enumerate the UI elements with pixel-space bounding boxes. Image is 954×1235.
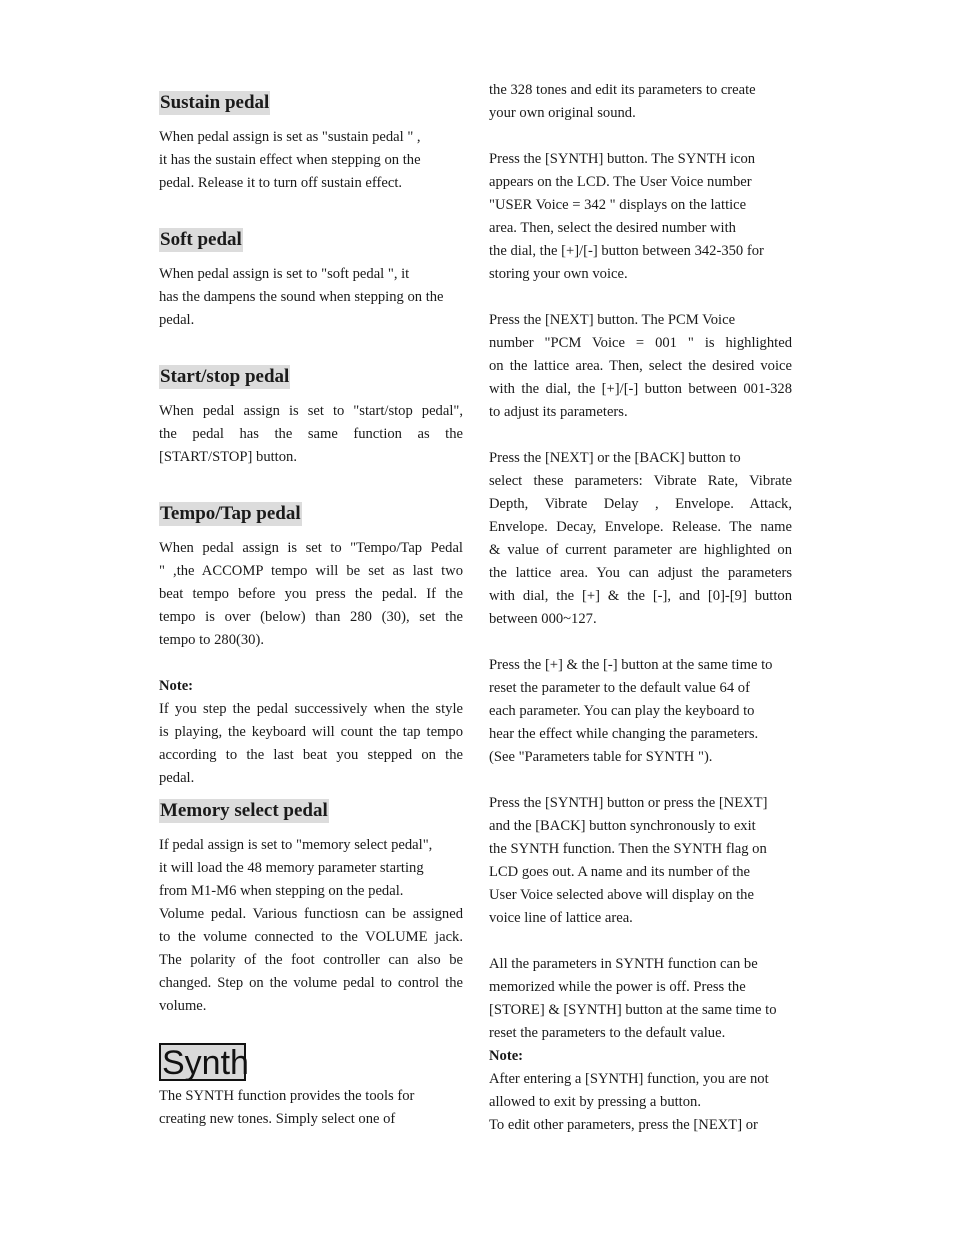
text-line: the pedal has the same function as the (159, 426, 463, 442)
blank-line (489, 424, 792, 447)
text-line: is playing, the keyboard will count the tap tempo (159, 724, 463, 740)
memory-select-pedal-text (159, 834, 463, 1018)
text-line: Envelope. Decay, Envelope. Release. The name (489, 519, 792, 535)
text-line: All the parameters in SYNTH function can be (489, 956, 758, 972)
text-line: the dial, the [+]/[-] button between 342-350 for (489, 243, 764, 259)
text-line: beat tempo before you press the pedal. If the (159, 586, 463, 602)
text-line: to the volume connected to the VOLUME jack. (159, 929, 463, 945)
text-line: When pedal assign is set to "soft pedal ", it (159, 266, 410, 282)
blank-line (489, 631, 792, 654)
text-line: the lattice area. You can adjust the parameters (489, 565, 792, 581)
blank-line (159, 652, 463, 675)
text-line: changed. Step on the volume pedal to control the (159, 975, 463, 991)
text-line: on the lattice area. Then, select the desired voice (489, 358, 792, 374)
text-line: select these parameters: Vibrate Rate, Vibrate (489, 473, 792, 489)
text-line: " ,the ACCOMP tempo will be set as last two (159, 563, 463, 579)
text-line: When pedal assign is set as "sustain pedal " , (159, 129, 421, 145)
text-line: User Voice selected above will display on the (489, 887, 754, 903)
text-line: Press the [NEXT] button. The PCM Voice (489, 312, 736, 328)
blank-line (489, 125, 792, 148)
text-line: number "PCM Voice = 001 " is highlighted (489, 335, 792, 351)
text-line: Press the [SYNTH] button. The SYNTH icon (489, 151, 756, 167)
text-line: from M1-M6 when stepping on the pedal. (159, 883, 404, 899)
text-line: reset the parameters to the default value. (489, 1025, 726, 1041)
text-line: storing your own voice. (489, 266, 628, 282)
synth-intro-text (159, 1085, 463, 1131)
blank-line (489, 930, 792, 953)
text-line: [STORE] & [SYNTH] button at the same time to (489, 1002, 777, 1018)
text-line: If pedal assign is set to "memory select pedal", (159, 837, 433, 853)
sustain-pedal-heading: Sustain pedal (160, 92, 270, 113)
note-label: Note: (159, 678, 194, 694)
text-line: Volume pedal. Various functiosn can be assigned (159, 906, 463, 922)
text-line: reset the parameter to the default value 64 of (489, 680, 750, 696)
text-line: (See "Parameters table for SYNTH "). (489, 749, 713, 765)
text-line: has the dampens the sound when stepping on the (159, 289, 444, 305)
text-line: and the [BACK] button synchronously to exit (489, 818, 756, 834)
text-line: memorized while the power is off. Press the (489, 979, 746, 995)
text-line: appears on the LCD. The User Voice number (489, 174, 752, 190)
text-line: & value of current parameter are highlighted on (489, 542, 792, 558)
soft-pedal-heading: Soft pedal (160, 229, 242, 250)
text-line: pedal. (159, 770, 195, 786)
text-line: area. Then, select the desired number with (489, 220, 736, 236)
text-line: voice line of lattice area. (489, 910, 633, 926)
blank-line (489, 286, 792, 309)
text-line: with dial, the [+] & the [-], and [0]-[9] button (489, 588, 792, 604)
text-line: hear the effect while changing the parameters. (489, 726, 759, 742)
note-label: Note: (489, 1048, 524, 1064)
text-line: your own original sound. (489, 105, 636, 121)
tempo-tap-pedal-text (159, 537, 463, 790)
text-line: it will load the 48 memory parameter starting (159, 860, 424, 876)
text-line: with the dial, the [+]/[-] button between 001-328 (489, 381, 792, 397)
text-line: When pedal assign is set to "Tempo/Tap Pedal (159, 540, 463, 556)
synth-body-text (489, 79, 792, 1137)
text-line: After entering a [SYNTH] function, you are not (489, 1071, 769, 1087)
text-line: When pedal assign is set to "start/stop pedal", (159, 403, 463, 419)
text-line: Depth, Vibrate Delay , Envelope. Attack, (489, 496, 792, 512)
text-line: tempo to 280(30). (159, 632, 264, 648)
sustain-pedal-text (159, 126, 463, 195)
text-line: "USER Voice = 342 " displays on the lattice (489, 197, 747, 213)
text-line: [START/STOP] button. (159, 449, 297, 465)
text-line: volume. (159, 998, 207, 1014)
text-line: If you step the pedal successively when the style (159, 701, 463, 717)
text-line: pedal. Release it to turn off sustain effect. (159, 175, 403, 191)
text-line: to adjust its parameters. (489, 404, 628, 420)
text-line: according to the last beat you stepped on the (159, 747, 463, 763)
start-stop-pedal-text (159, 400, 463, 469)
text-line: LCD goes out. A name and its number of the (489, 864, 751, 880)
memory-select-pedal-heading: Memory select pedal (160, 800, 328, 821)
text-line: the 328 tones and edit its parameters to create (489, 82, 756, 98)
text-line: Press the [+] & the [-] button at the same time to (489, 657, 773, 673)
soft-pedal-text (159, 263, 463, 332)
tempo-tap-pedal-heading: Tempo/Tap pedal (160, 503, 301, 524)
text-line: between 000~127. (489, 611, 597, 627)
text-line: The polarity of the foot controller can also be (159, 952, 463, 968)
text-line: tempo is over (below) than 280 (30), set the (159, 609, 463, 625)
start-stop-pedal-heading: Start/stop pedal (160, 366, 290, 387)
text-line: The SYNTH function provides the tools for (159, 1088, 415, 1104)
blank-line (489, 769, 792, 792)
text-line: pedal. (159, 312, 195, 328)
text-line: it has the sustain effect when stepping on the (159, 152, 421, 168)
text-line: each parameter. You can play the keyboard to (489, 703, 755, 719)
text-line: the SYNTH function. Then the SYNTH flag on (489, 841, 767, 857)
text-line: Press the [SYNTH] button or press the [NEXT] (489, 795, 768, 811)
text-line: allowed to exit by pressing a button. (489, 1094, 701, 1110)
text-line: creating new tones. Simply select one of (159, 1111, 396, 1127)
text-line: To edit other parameters, press the [NEXT] or (489, 1117, 758, 1133)
synth-section-title: Synth (159, 1043, 246, 1081)
text-line: Press the [NEXT] or the [BACK] button to (489, 450, 741, 466)
